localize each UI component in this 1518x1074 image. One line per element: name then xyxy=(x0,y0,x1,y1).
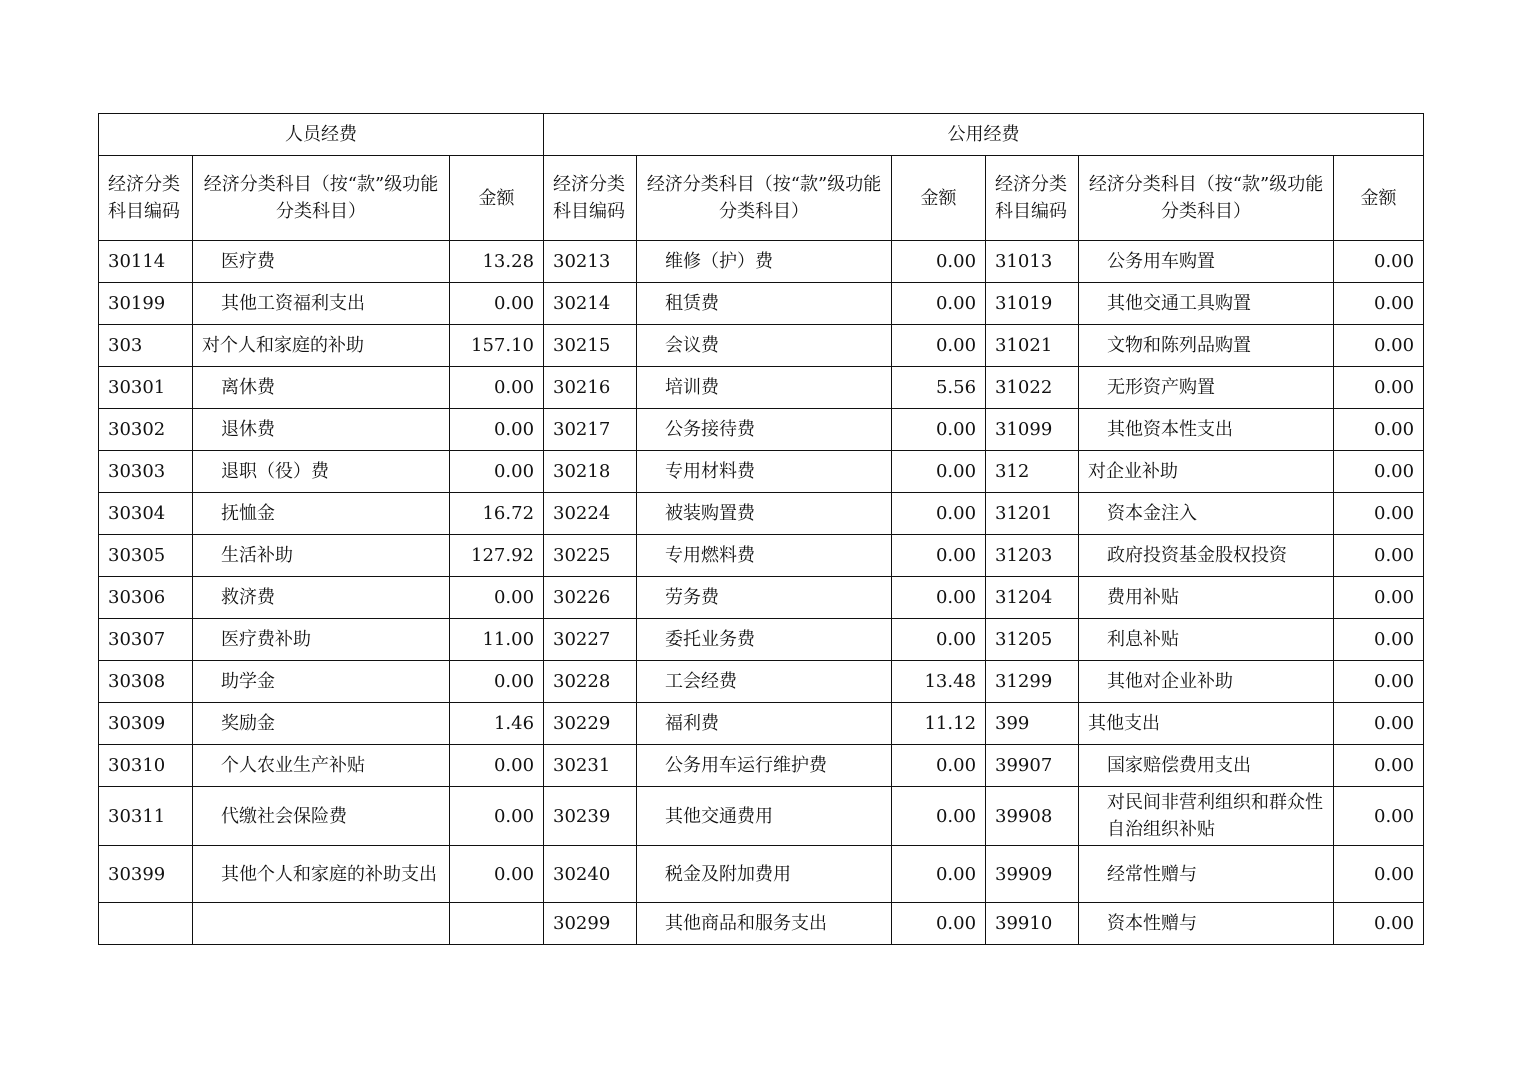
header-amount: 金额 xyxy=(450,156,544,241)
amount-cell: 0.00 xyxy=(892,619,986,661)
item-cell: 医疗费 xyxy=(193,241,450,283)
code-cell: 30311 xyxy=(99,787,193,846)
table-row xyxy=(99,283,1424,325)
item-cell: 医疗费补助 xyxy=(193,619,450,661)
header-item: 经济分类科目（按“款”级功能分类科目） xyxy=(1079,156,1334,241)
item-cell: 公务用车运行维护费 xyxy=(637,745,892,787)
group-public: 公用经费 xyxy=(544,114,1424,156)
amount-cell: 0.00 xyxy=(1334,283,1424,325)
item-cell xyxy=(193,903,450,945)
amount-cell: 0.00 xyxy=(450,577,544,619)
item-cell: 其他支出 xyxy=(1079,703,1334,745)
group-personnel: 人员经费 xyxy=(99,114,544,156)
code-cell: 31299 xyxy=(986,661,1079,703)
amount-cell: 0.00 xyxy=(892,451,986,493)
header-amount: 金额 xyxy=(1334,156,1424,241)
amount-cell: 16.72 xyxy=(450,493,544,535)
item-cell: 国家赔偿费用支出 xyxy=(1079,745,1334,787)
amount-cell: 0.00 xyxy=(1334,787,1424,846)
item-cell: 代缴社会保险费 xyxy=(193,787,450,846)
amount-cell: 0.00 xyxy=(892,577,986,619)
code-cell: 30310 xyxy=(99,745,193,787)
code-cell: 30216 xyxy=(544,367,637,409)
table-row xyxy=(99,703,1424,745)
code-cell: 31205 xyxy=(986,619,1079,661)
code-cell: 31201 xyxy=(986,493,1079,535)
code-cell: 30213 xyxy=(544,241,637,283)
table-row xyxy=(99,367,1424,409)
item-cell: 其他资本性支出 xyxy=(1079,409,1334,451)
item-cell: 退休费 xyxy=(193,409,450,451)
budget-table xyxy=(98,113,1424,945)
amount-cell: 0.00 xyxy=(450,451,544,493)
code-cell: 30309 xyxy=(99,703,193,745)
code-cell: 30306 xyxy=(99,577,193,619)
item-cell: 租赁费 xyxy=(637,283,892,325)
table-row xyxy=(99,903,1424,945)
item-cell: 费用补贴 xyxy=(1079,577,1334,619)
code-cell: 30239 xyxy=(544,787,637,846)
amount-cell: 0.00 xyxy=(1334,367,1424,409)
amount-cell: 0.00 xyxy=(892,903,986,945)
code-cell: 31021 xyxy=(986,325,1079,367)
code-cell: 39908 xyxy=(986,787,1079,846)
item-cell: 资本性赠与 xyxy=(1079,903,1334,945)
table-row xyxy=(99,619,1424,661)
table-body xyxy=(99,241,1424,945)
item-cell: 奖励金 xyxy=(193,703,450,745)
amount-cell: 0.00 xyxy=(1334,619,1424,661)
table-row xyxy=(99,661,1424,703)
item-cell: 政府投资基金股权投资 xyxy=(1079,535,1334,577)
code-cell: 30214 xyxy=(544,283,637,325)
table-row xyxy=(99,745,1424,787)
code-cell: 30308 xyxy=(99,661,193,703)
item-cell: 其他商品和服务支出 xyxy=(637,903,892,945)
code-cell: 303 xyxy=(99,325,193,367)
code-cell: 30305 xyxy=(99,535,193,577)
item-cell: 其他个人和家庭的补助支出 xyxy=(193,846,450,903)
amount-cell: 13.28 xyxy=(450,241,544,283)
code-cell: 312 xyxy=(986,451,1079,493)
column-header-row xyxy=(99,156,1424,241)
item-cell: 其他工资福利支出 xyxy=(193,283,450,325)
amount-cell: 0.00 xyxy=(892,745,986,787)
amount-cell: 0.00 xyxy=(450,367,544,409)
item-cell: 个人农业生产补贴 xyxy=(193,745,450,787)
code-cell: 30227 xyxy=(544,619,637,661)
amount-cell: 0.00 xyxy=(1334,846,1424,903)
item-cell: 公务接待费 xyxy=(637,409,892,451)
item-cell: 救济费 xyxy=(193,577,450,619)
table-row xyxy=(99,409,1424,451)
item-cell: 对民间非营利组织和群众性自治组织补贴 xyxy=(1079,787,1334,846)
amount-cell: 0.00 xyxy=(1334,451,1424,493)
amount-cell: 11.00 xyxy=(450,619,544,661)
header-code: 经济分类科目编码 xyxy=(544,156,637,241)
item-cell: 专用材料费 xyxy=(637,451,892,493)
amount-cell: 13.48 xyxy=(892,661,986,703)
amount-cell: 0.00 xyxy=(892,787,986,846)
header-code: 经济分类科目编码 xyxy=(986,156,1079,241)
item-cell: 福利费 xyxy=(637,703,892,745)
header-amount: 金额 xyxy=(892,156,986,241)
item-cell: 公务用车购置 xyxy=(1079,241,1334,283)
amount-cell: 0.00 xyxy=(892,846,986,903)
amount-cell: 0.00 xyxy=(1334,409,1424,451)
amount-cell: 0.00 xyxy=(450,745,544,787)
code-cell: 39907 xyxy=(986,745,1079,787)
amount-cell: 0.00 xyxy=(892,325,986,367)
item-cell: 培训费 xyxy=(637,367,892,409)
table-row xyxy=(99,493,1424,535)
item-cell: 资本金注入 xyxy=(1079,493,1334,535)
amount-cell: 0.00 xyxy=(450,283,544,325)
item-cell: 专用燃料费 xyxy=(637,535,892,577)
item-cell: 维修（护）费 xyxy=(637,241,892,283)
table-row xyxy=(99,535,1424,577)
code-cell: 31019 xyxy=(986,283,1079,325)
table-row xyxy=(99,846,1424,903)
table-row xyxy=(99,325,1424,367)
item-cell: 文物和陈列品购置 xyxy=(1079,325,1334,367)
item-cell: 经常性赠与 xyxy=(1079,846,1334,903)
code-cell: 30199 xyxy=(99,283,193,325)
code-cell: 30225 xyxy=(544,535,637,577)
group-header-row xyxy=(99,114,1424,156)
header-item: 经济分类科目（按“款”级功能分类科目） xyxy=(193,156,450,241)
amount-cell: 0.00 xyxy=(892,241,986,283)
item-cell: 其他交通费用 xyxy=(637,787,892,846)
item-cell: 对个人和家庭的补助 xyxy=(193,325,450,367)
code-cell: 30215 xyxy=(544,325,637,367)
amount-cell: 5.56 xyxy=(892,367,986,409)
amount-cell: 0.00 xyxy=(892,409,986,451)
amount-cell: 157.10 xyxy=(450,325,544,367)
table-row xyxy=(99,241,1424,283)
item-cell: 其他交通工具购置 xyxy=(1079,283,1334,325)
amount-cell: 1.46 xyxy=(450,703,544,745)
item-cell: 退职（役）费 xyxy=(193,451,450,493)
item-cell: 助学金 xyxy=(193,661,450,703)
amount-cell: 0.00 xyxy=(450,409,544,451)
code-cell: 30218 xyxy=(544,451,637,493)
amount-cell: 0.00 xyxy=(892,535,986,577)
item-cell: 生活补助 xyxy=(193,535,450,577)
code-cell: 31203 xyxy=(986,535,1079,577)
code-cell: 30307 xyxy=(99,619,193,661)
amount-cell: 0.00 xyxy=(1334,325,1424,367)
code-cell: 30304 xyxy=(99,493,193,535)
amount-cell: 0.00 xyxy=(1334,493,1424,535)
code-cell: 30114 xyxy=(99,241,193,283)
item-cell: 被装购置费 xyxy=(637,493,892,535)
item-cell: 工会经费 xyxy=(637,661,892,703)
amount-cell: 0.00 xyxy=(892,493,986,535)
item-cell: 抚恤金 xyxy=(193,493,450,535)
code-cell: 30299 xyxy=(544,903,637,945)
header-item: 经济分类科目（按“款”级功能分类科目） xyxy=(637,156,892,241)
amount-cell: 0.00 xyxy=(1334,903,1424,945)
code-cell: 39909 xyxy=(986,846,1079,903)
code-cell: 39910 xyxy=(986,903,1079,945)
code-cell: 30399 xyxy=(99,846,193,903)
amount-cell: 127.92 xyxy=(450,535,544,577)
code-cell: 30228 xyxy=(544,661,637,703)
amount-cell: 0.00 xyxy=(450,846,544,903)
code-cell: 30303 xyxy=(99,451,193,493)
code-cell: 30226 xyxy=(544,577,637,619)
amount-cell: 0.00 xyxy=(1334,535,1424,577)
code-cell: 31204 xyxy=(986,577,1079,619)
item-cell: 离休费 xyxy=(193,367,450,409)
amount-cell: 0.00 xyxy=(450,661,544,703)
code-cell: 30240 xyxy=(544,846,637,903)
amount-cell: 0.00 xyxy=(1334,661,1424,703)
code-cell: 30229 xyxy=(544,703,637,745)
code-cell: 30231 xyxy=(544,745,637,787)
code-cell: 30217 xyxy=(544,409,637,451)
amount-cell: 0.00 xyxy=(1334,703,1424,745)
table-row xyxy=(99,577,1424,619)
item-cell: 会议费 xyxy=(637,325,892,367)
item-cell: 税金及附加费用 xyxy=(637,846,892,903)
table-row xyxy=(99,451,1424,493)
code-cell: 31013 xyxy=(986,241,1079,283)
item-cell: 劳务费 xyxy=(637,577,892,619)
amount-cell: 0.00 xyxy=(1334,241,1424,283)
code-cell: 31022 xyxy=(986,367,1079,409)
item-cell: 利息补贴 xyxy=(1079,619,1334,661)
amount-cell: 0.00 xyxy=(892,283,986,325)
header-code: 经济分类科目编码 xyxy=(99,156,193,241)
item-cell: 无形资产购置 xyxy=(1079,367,1334,409)
amount-cell: 0.00 xyxy=(1334,745,1424,787)
table-row xyxy=(99,787,1424,846)
amount-cell: 0.00 xyxy=(1334,577,1424,619)
amount-cell: 11.12 xyxy=(892,703,986,745)
code-cell: 399 xyxy=(986,703,1079,745)
amount-cell: 0.00 xyxy=(450,787,544,846)
code-cell xyxy=(99,903,193,945)
code-cell: 30224 xyxy=(544,493,637,535)
amount-cell xyxy=(450,903,544,945)
code-cell: 31099 xyxy=(986,409,1079,451)
item-cell: 委托业务费 xyxy=(637,619,892,661)
item-cell: 对企业补助 xyxy=(1079,451,1334,493)
item-cell: 其他对企业补助 xyxy=(1079,661,1334,703)
code-cell: 30301 xyxy=(99,367,193,409)
code-cell: 30302 xyxy=(99,409,193,451)
